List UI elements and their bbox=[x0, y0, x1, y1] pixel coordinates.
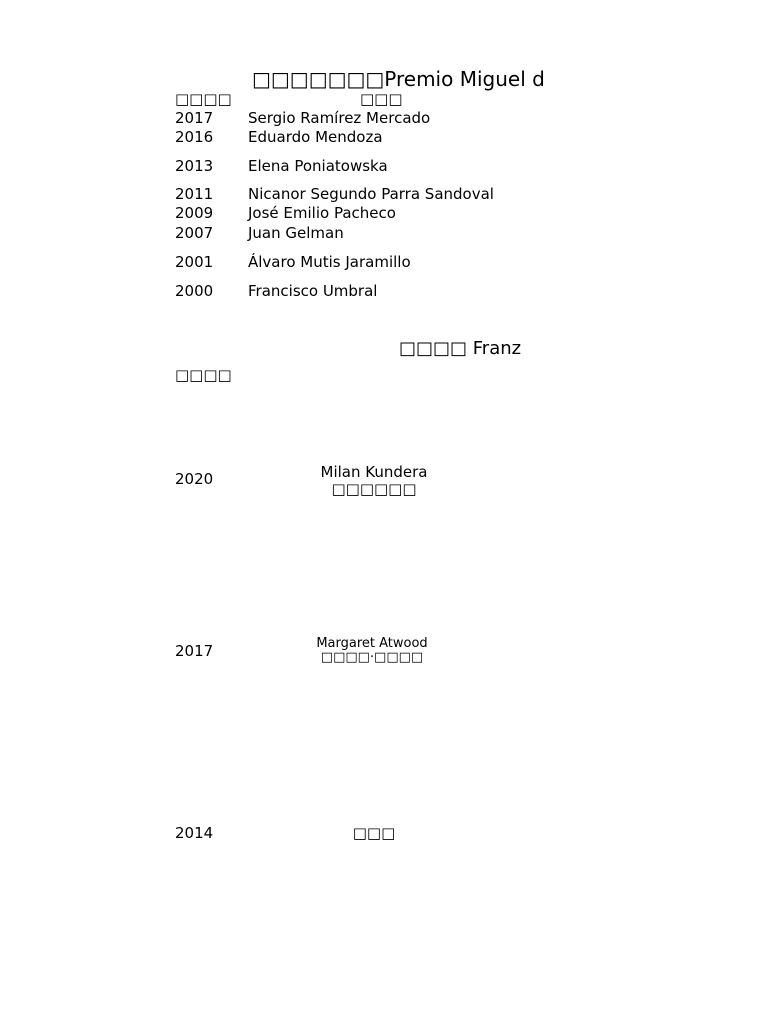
winner-name-cjk: □□□□·□□□□ bbox=[320, 650, 424, 666]
table-row-winner: □□□ bbox=[352, 824, 396, 842]
table-row-winner: Sergio Ramírez Mercado bbox=[248, 109, 431, 127]
table-row-winner: Elena Poniatowska bbox=[248, 157, 388, 175]
winner-name-cjk: □□□□□□ bbox=[331, 479, 417, 498]
winner-name: Milan Kundera bbox=[320, 463, 428, 481]
table-row-winner: Álvaro Mutis Jaramillo bbox=[248, 253, 411, 271]
winner-column-header: □□□ bbox=[360, 90, 403, 108]
table-row-winner bbox=[272, 637, 472, 666]
premio-title: □□□□□□□Premio Miguel d bbox=[252, 67, 545, 91]
table-row-winner bbox=[274, 464, 474, 497]
year-column-header: □□□□ bbox=[175, 366, 232, 384]
franz-title: □□□□ Franz bbox=[399, 338, 522, 359]
table-row-year: 2009 bbox=[175, 204, 214, 222]
table-row-year: 2013 bbox=[175, 157, 214, 175]
table-row-year: 2020 bbox=[175, 470, 214, 488]
table-row-winner: Juan Gelman bbox=[248, 224, 344, 242]
table-row-winner: Francisco Umbral bbox=[248, 282, 378, 300]
table-row-year: 2007 bbox=[175, 224, 214, 242]
table-row-year: 2017 bbox=[175, 642, 214, 660]
table-row-year: 2001 bbox=[175, 253, 214, 271]
table-row-winner: Nicanor Segundo Parra Sandoval bbox=[248, 185, 494, 203]
table-row-winner: José Emilio Pacheco bbox=[248, 204, 396, 222]
table-row-year: 2014 bbox=[175, 824, 214, 842]
year-column-header: □□□□ bbox=[175, 90, 232, 108]
table-row-year: 2011 bbox=[175, 185, 214, 203]
table-row-year: 2016 bbox=[175, 128, 214, 146]
winner-name: Margaret Atwood bbox=[316, 636, 428, 651]
table-row-year: 2017 bbox=[175, 109, 214, 127]
table-row-winner: Eduardo Mendoza bbox=[248, 128, 383, 146]
table-row-year: 2000 bbox=[175, 282, 214, 300]
